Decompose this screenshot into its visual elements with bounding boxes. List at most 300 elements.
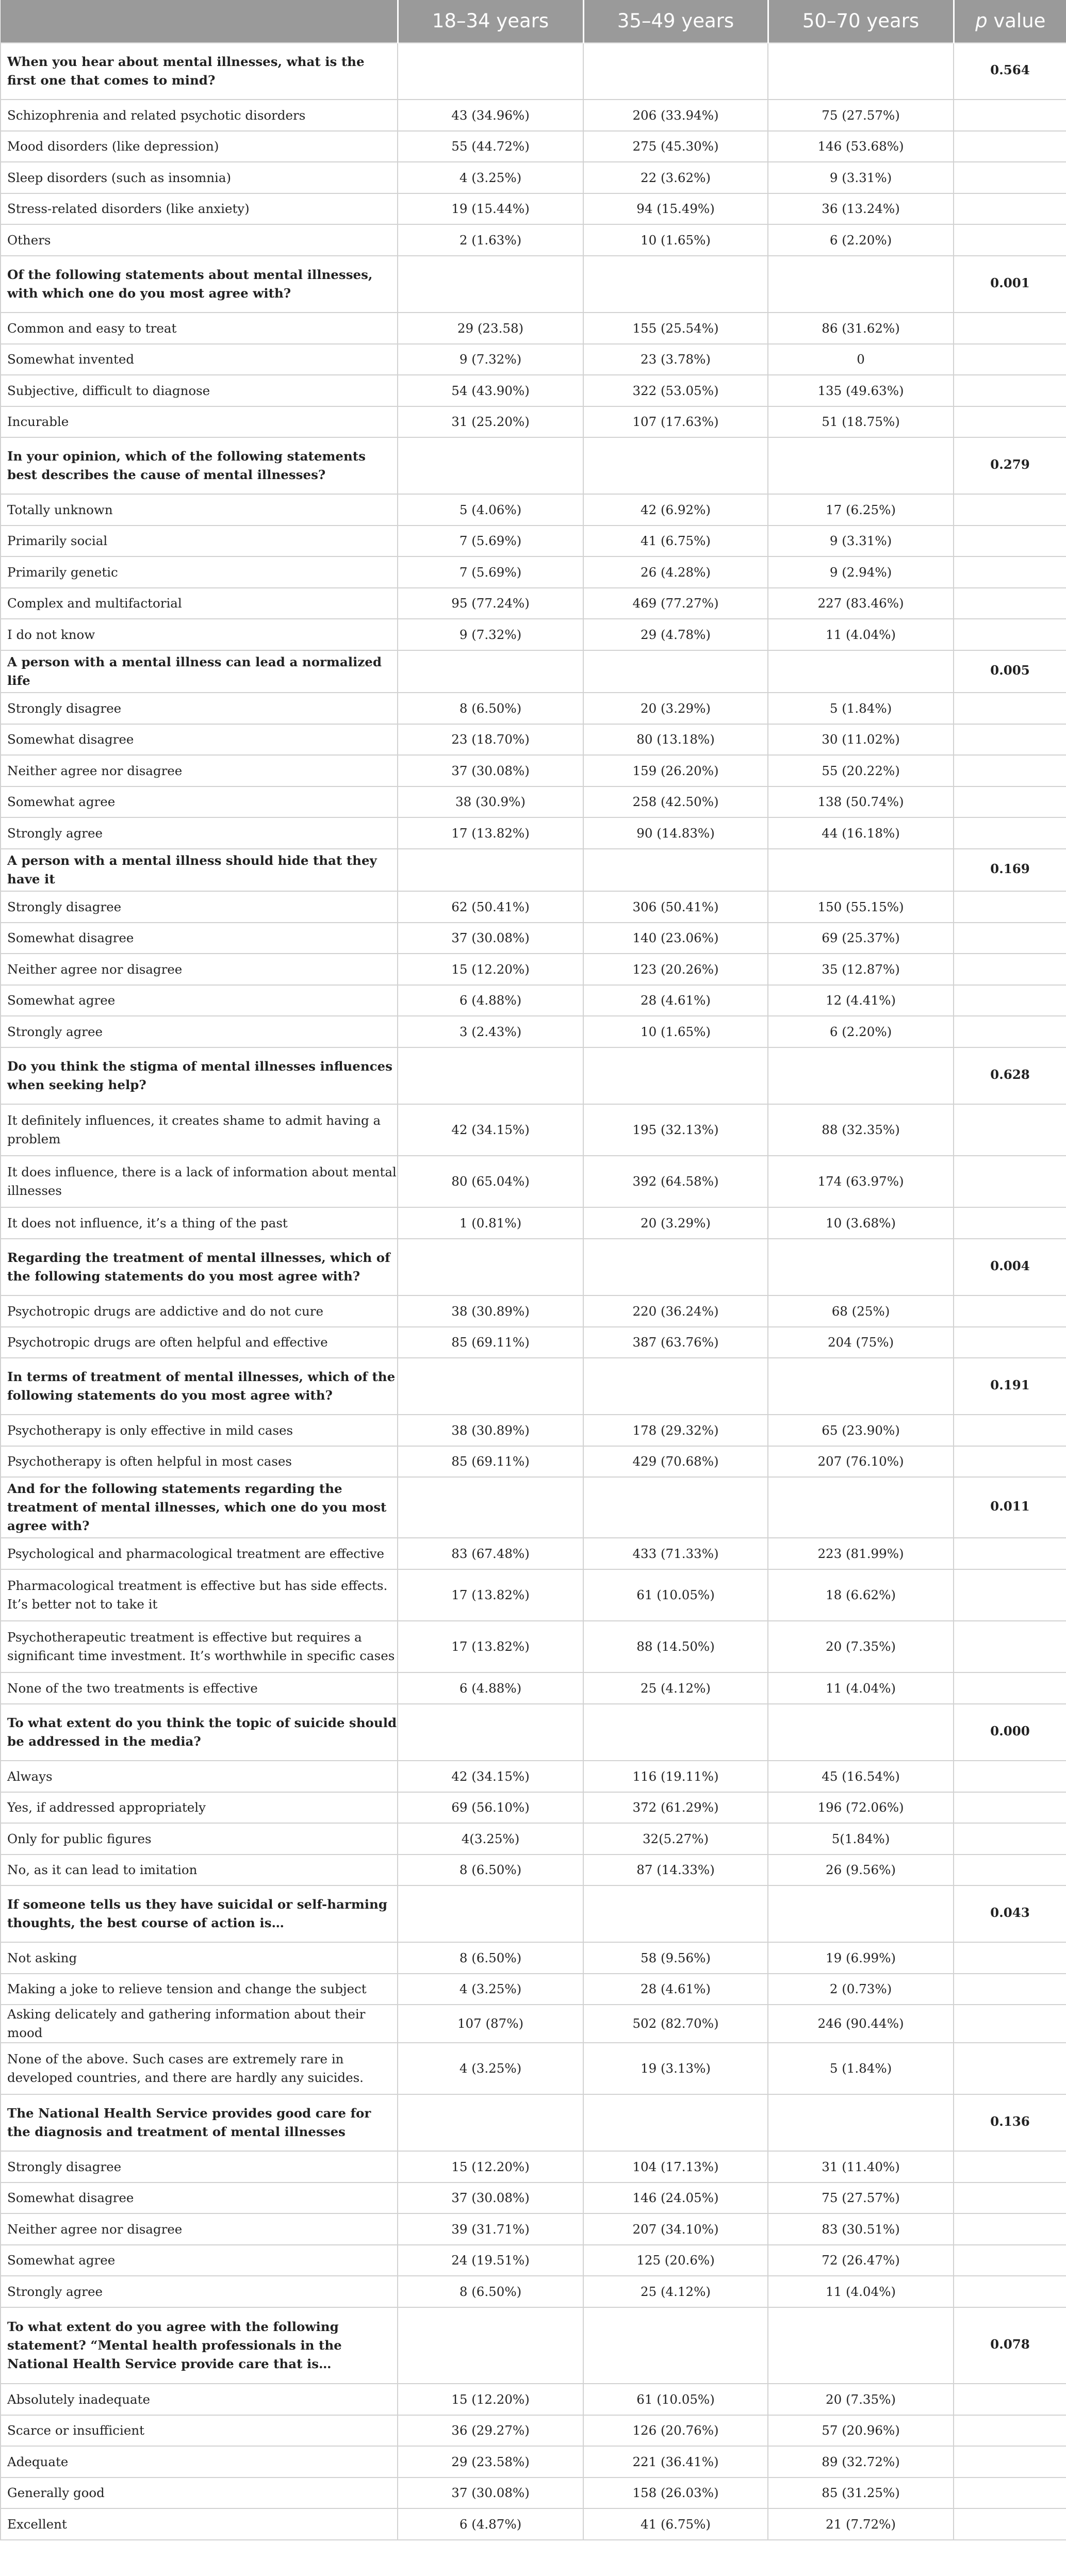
cell-age-50-70: 17 (6.25%) xyxy=(768,494,954,526)
table-row xyxy=(1,2508,1066,2540)
cell-empty xyxy=(954,224,1066,256)
cell-empty xyxy=(954,2446,1066,2477)
cell-empty xyxy=(954,131,1066,162)
table-row xyxy=(1,755,1066,786)
answer-label: Somewhat agree xyxy=(1,985,398,1016)
cell-age-35-49: 20 (3.29%) xyxy=(583,693,768,724)
answer-label: Yes, if addressed appropriately xyxy=(1,1792,398,1823)
question-text: Do you think the stigma of mental illnesses influences when seeking help? xyxy=(1,1047,398,1104)
table-row xyxy=(1,985,1066,1016)
cell-age-50-70: 138 (50.74%) xyxy=(768,786,954,817)
table-row xyxy=(1,2276,1066,2307)
cell-empty xyxy=(954,693,1066,724)
question-row xyxy=(1,1704,1066,1761)
cell-empty xyxy=(954,526,1066,556)
cell-age-35-49: 306 (50.41%) xyxy=(583,891,768,923)
answer-label: Somewhat disagree xyxy=(1,724,398,755)
cell-age-35-49: 107 (17.63%) xyxy=(583,406,768,437)
cell-empty xyxy=(768,650,954,693)
cell-empty xyxy=(768,1358,954,1415)
answer-label: Pharmacological treatment is effective but has side effects. It’s better not to take it xyxy=(1,1569,398,1621)
cell-empty xyxy=(398,2307,583,2384)
cell-empty xyxy=(954,1792,1066,1823)
cell-empty xyxy=(954,1446,1066,1477)
answer-label: Neither agree nor disagree xyxy=(1,755,398,786)
cell-age-35-49: 19 (3.13%) xyxy=(583,2043,768,2094)
cell-age-18-34: 42 (34.15%) xyxy=(398,1104,583,1156)
cell-age-35-49: 25 (4.12%) xyxy=(583,2276,768,2307)
cell-empty xyxy=(954,817,1066,849)
cell-empty xyxy=(398,1358,583,1415)
cell-age-18-34: 42 (34.15%) xyxy=(398,1761,583,1792)
cell-age-35-49: 80 (13.18%) xyxy=(583,724,768,755)
cell-age-50-70: 89 (32.72%) xyxy=(768,2446,954,2477)
answer-label: Common and easy to treat xyxy=(1,313,398,344)
cell-age-50-70: 20 (7.35%) xyxy=(768,1621,954,1672)
table-row xyxy=(1,2384,1066,2415)
question-row xyxy=(1,2094,1066,2151)
cell-age-18-34: 9 (7.32%) xyxy=(398,344,583,375)
cell-age-35-49: 206 (33.94%) xyxy=(583,100,768,131)
cell-age-50-70: 146 (53.68%) xyxy=(768,131,954,162)
table-body xyxy=(1,43,1066,2540)
answer-label: I do not know xyxy=(1,619,398,650)
cell-age-18-34: 8 (6.50%) xyxy=(398,1942,583,1974)
cell-age-18-34: 29 (23.58) xyxy=(398,313,583,344)
cell-empty xyxy=(583,2307,768,2384)
table-row xyxy=(1,526,1066,556)
cell-age-18-34: 8 (6.50%) xyxy=(398,1855,583,1885)
question-text: The National Health Service provides good care for the diagnosis and treatment of mental illnesses xyxy=(1,2094,398,2151)
question-text: In terms of treatment of mental illnesses, which of the following statements do you most agree with? xyxy=(1,1358,398,1415)
cell-age-18-34: 19 (15.44%) xyxy=(398,193,583,224)
cell-empty xyxy=(954,1104,1066,1156)
table-row xyxy=(1,724,1066,755)
cell-age-35-49: 20 (3.29%) xyxy=(583,1207,768,1239)
cell-age-35-49: 207 (34.10%) xyxy=(583,2213,768,2245)
table-row xyxy=(1,2415,1066,2446)
question-text: If someone tells us they have suicidal or self-harming thoughts, the best course of action is… xyxy=(1,1885,398,1942)
cell-empty xyxy=(398,437,583,494)
question-text: Of the following statements about mental illnesses, with which one do you most agree with? xyxy=(1,256,398,313)
cell-age-18-34: 8 (6.50%) xyxy=(398,693,583,724)
cell-age-50-70: 2 (0.73%) xyxy=(768,1974,954,2005)
p-value-cell: 0.000 xyxy=(954,1704,1066,1761)
cell-empty xyxy=(954,344,1066,375)
answer-label: Psychological and pharmacological treatment are effective xyxy=(1,1538,398,1569)
cell-empty xyxy=(954,1672,1066,1704)
cell-age-35-49: 392 (64.58%) xyxy=(583,1156,768,1207)
answer-label: Scarce or insufficient xyxy=(1,2415,398,2446)
table-row xyxy=(1,1016,1066,1047)
question-row xyxy=(1,849,1066,891)
question-row xyxy=(1,2307,1066,2384)
cell-age-50-70: 26 (9.56%) xyxy=(768,1855,954,1885)
cell-age-18-34: 54 (43.90%) xyxy=(398,375,583,406)
cell-empty xyxy=(954,2415,1066,2446)
table-row xyxy=(1,1974,1066,2005)
cell-age-35-49: 429 (70.68%) xyxy=(583,1446,768,1477)
answer-label: Sleep disorders (such as insomnia) xyxy=(1,162,398,193)
cell-age-35-49: 87 (14.33%) xyxy=(583,1855,768,1885)
cell-age-50-70: 196 (72.06%) xyxy=(768,1792,954,1823)
table-row xyxy=(1,619,1066,650)
cell-age-18-34: 38 (30.89%) xyxy=(398,1415,583,1446)
table-row xyxy=(1,923,1066,954)
cell-empty xyxy=(583,1239,768,1295)
question-row xyxy=(1,650,1066,693)
answer-label: Somewhat agree xyxy=(1,786,398,817)
cell-age-18-34: 95 (77.24%) xyxy=(398,588,583,619)
cell-age-50-70: 69 (25.37%) xyxy=(768,923,954,954)
cell-age-35-49: 322 (53.05%) xyxy=(583,375,768,406)
cell-empty xyxy=(768,1239,954,1295)
table-row xyxy=(1,2213,1066,2245)
cell-age-18-34: 17 (13.82%) xyxy=(398,1569,583,1621)
answer-label: No, as it can lead to imitation xyxy=(1,1855,398,1885)
cell-empty xyxy=(768,43,954,100)
table-row xyxy=(1,193,1066,224)
question-row xyxy=(1,43,1066,100)
table-row xyxy=(1,2446,1066,2477)
p-value-cell: 0.043 xyxy=(954,1885,1066,1942)
cell-age-35-49: 258 (42.50%) xyxy=(583,786,768,817)
cell-age-50-70: 44 (16.18%) xyxy=(768,817,954,849)
table-row xyxy=(1,2151,1066,2183)
answer-label: Only for public figures xyxy=(1,1823,398,1855)
cell-age-35-49: 502 (82.70%) xyxy=(583,2005,768,2043)
question-text: When you hear about mental illnesses, what is the first one that comes to mind? xyxy=(1,43,398,100)
cell-age-35-49: 32(5.27%) xyxy=(583,1823,768,1855)
cell-age-18-34: 83 (67.48%) xyxy=(398,1538,583,1569)
cell-age-18-34: 15 (12.20%) xyxy=(398,954,583,985)
cell-age-50-70: 0 xyxy=(768,344,954,375)
cell-age-35-49: 433 (71.33%) xyxy=(583,1538,768,1569)
table-row xyxy=(1,2043,1066,2094)
answer-label: Psychotherapy is often helpful in most cases xyxy=(1,1446,398,1477)
cell-empty xyxy=(954,786,1066,817)
table-row xyxy=(1,1569,1066,1621)
cell-empty xyxy=(398,43,583,100)
question-row xyxy=(1,437,1066,494)
cell-age-50-70: 11 (4.04%) xyxy=(768,619,954,650)
question-row xyxy=(1,1047,1066,1104)
cell-age-18-34: 37 (30.08%) xyxy=(398,2183,583,2213)
table-row xyxy=(1,1538,1066,1569)
answer-label: Neither agree nor disagree xyxy=(1,2213,398,2245)
cell-empty xyxy=(583,2094,768,2151)
question-text: A person with a mental illness should hide that they have it xyxy=(1,849,398,891)
p-value-cell: 0.001 xyxy=(954,256,1066,313)
cell-age-50-70: 12 (4.41%) xyxy=(768,985,954,1016)
table-row xyxy=(1,954,1066,985)
cell-empty xyxy=(954,193,1066,224)
answer-label: Psychotherapeutic treatment is effective but requires a significant time investment. It’s worthwhile in specific cases xyxy=(1,1621,398,1672)
cell-empty xyxy=(768,1477,954,1538)
cell-empty xyxy=(954,494,1066,526)
cell-empty xyxy=(954,1016,1066,1047)
cell-empty xyxy=(954,755,1066,786)
table-row xyxy=(1,406,1066,437)
answer-label: Generally good xyxy=(1,2477,398,2508)
cell-age-35-49: 42 (6.92%) xyxy=(583,494,768,526)
cell-age-50-70: 72 (26.47%) xyxy=(768,2245,954,2276)
cell-age-18-34: 9 (7.32%) xyxy=(398,619,583,650)
table-row xyxy=(1,1295,1066,1327)
cell-age-18-34: 37 (30.08%) xyxy=(398,923,583,954)
cell-empty xyxy=(768,1704,954,1761)
table-row xyxy=(1,1942,1066,1974)
cell-age-35-49: 90 (14.83%) xyxy=(583,817,768,849)
cell-age-35-49: 61 (10.05%) xyxy=(583,1569,768,1621)
cell-age-35-49: 158 (26.03%) xyxy=(583,2477,768,2508)
table-row xyxy=(1,1792,1066,1823)
cell-empty xyxy=(954,313,1066,344)
question-row xyxy=(1,1358,1066,1415)
cell-age-35-49: 372 (61.29%) xyxy=(583,1792,768,1823)
table-row xyxy=(1,891,1066,923)
question-text: And for the following statements regarding the treatment of mental illnesses, which one do you most agree with? xyxy=(1,1477,398,1538)
cell-empty xyxy=(954,2276,1066,2307)
table-row xyxy=(1,1156,1066,1207)
table-row xyxy=(1,1823,1066,1855)
cell-age-18-34: 3 (2.43%) xyxy=(398,1016,583,1047)
table-row xyxy=(1,693,1066,724)
cell-age-18-34: 6 (4.87%) xyxy=(398,2508,583,2540)
table-row xyxy=(1,375,1066,406)
cell-age-35-49: 221 (36.41%) xyxy=(583,2446,768,2477)
cell-age-50-70: 174 (63.97%) xyxy=(768,1156,954,1207)
cell-age-50-70: 11 (4.04%) xyxy=(768,1672,954,1704)
cell-age-50-70: 55 (20.22%) xyxy=(768,755,954,786)
cell-age-50-70: 75 (27.57%) xyxy=(768,2183,954,2213)
cell-empty xyxy=(398,1704,583,1761)
cell-age-18-34: 107 (87%) xyxy=(398,2005,583,2043)
cell-empty xyxy=(954,2183,1066,2213)
header-p-letter: p xyxy=(975,10,988,32)
cell-age-35-49: 29 (4.78%) xyxy=(583,619,768,650)
cell-age-35-49: 25 (4.12%) xyxy=(583,1672,768,1704)
cell-age-35-49: 387 (63.76%) xyxy=(583,1327,768,1358)
header-age-18-34: 18–34 years xyxy=(398,0,583,43)
cell-age-50-70: 85 (31.25%) xyxy=(768,2477,954,2508)
cell-empty xyxy=(768,1047,954,1104)
cell-age-50-70: 21 (7.72%) xyxy=(768,2508,954,2540)
answer-label: Subjective, difficult to diagnose xyxy=(1,375,398,406)
table-row xyxy=(1,162,1066,193)
cell-age-50-70: 6 (2.20%) xyxy=(768,1016,954,1047)
cell-age-50-70: 57 (20.96%) xyxy=(768,2415,954,2446)
p-value-cell: 0.564 xyxy=(954,43,1066,100)
cell-age-50-70: 5 (1.84%) xyxy=(768,693,954,724)
cell-age-18-34: 17 (13.82%) xyxy=(398,817,583,849)
cell-age-35-49: 94 (15.49%) xyxy=(583,193,768,224)
question-text: In your opinion, which of the following statements best describes the cause of mental illnesses? xyxy=(1,437,398,494)
answer-label: Others xyxy=(1,224,398,256)
cell-age-18-34: 4 (3.25%) xyxy=(398,2043,583,2094)
cell-age-50-70: 36 (13.24%) xyxy=(768,193,954,224)
cell-age-18-34: 7 (5.69%) xyxy=(398,556,583,588)
table-header xyxy=(1,0,1066,43)
answer-label: Neither agree nor disagree xyxy=(1,954,398,985)
cell-empty xyxy=(954,1823,1066,1855)
cell-age-18-34: 6 (4.88%) xyxy=(398,1672,583,1704)
cell-empty xyxy=(954,2384,1066,2415)
cell-empty xyxy=(954,162,1066,193)
cell-empty xyxy=(583,1477,768,1538)
cell-age-50-70: 9 (2.94%) xyxy=(768,556,954,588)
table-row xyxy=(1,1104,1066,1156)
cell-empty xyxy=(398,849,583,891)
cell-age-35-49: 41 (6.75%) xyxy=(583,526,768,556)
cell-age-18-34: 85 (69.11%) xyxy=(398,1327,583,1358)
p-value-cell: 0.279 xyxy=(954,437,1066,494)
cell-age-35-49: 126 (20.76%) xyxy=(583,2415,768,2446)
cell-age-35-49: 469 (77.27%) xyxy=(583,588,768,619)
answer-label: Somewhat disagree xyxy=(1,2183,398,2213)
cell-empty xyxy=(583,849,768,891)
table-row xyxy=(1,1672,1066,1704)
table-row xyxy=(1,1415,1066,1446)
cell-empty xyxy=(954,1156,1066,1207)
cell-age-50-70: 207 (76.10%) xyxy=(768,1446,954,1477)
cell-empty xyxy=(954,2477,1066,2508)
table-row xyxy=(1,224,1066,256)
table-row xyxy=(1,313,1066,344)
cell-age-18-34: 24 (19.51%) xyxy=(398,2245,583,2276)
cell-empty xyxy=(954,556,1066,588)
answer-label: Primarily genetic xyxy=(1,556,398,588)
cell-empty xyxy=(954,1295,1066,1327)
cell-age-50-70: 6 (2.20%) xyxy=(768,224,954,256)
table-row xyxy=(1,1855,1066,1885)
cell-age-50-70: 10 (3.68%) xyxy=(768,1207,954,1239)
cell-empty xyxy=(954,2151,1066,2183)
cell-age-35-49: 41 (6.75%) xyxy=(583,2508,768,2540)
answer-label: Strongly disagree xyxy=(1,693,398,724)
cell-empty xyxy=(768,2307,954,2384)
cell-age-50-70: 11 (4.04%) xyxy=(768,2276,954,2307)
cell-age-18-34: 29 (23.58%) xyxy=(398,2446,583,2477)
answer-label: Stress-related disorders (like anxiety) xyxy=(1,193,398,224)
cell-age-50-70: 83 (30.51%) xyxy=(768,2213,954,2245)
table-row xyxy=(1,2183,1066,2213)
cell-age-18-34: 6 (4.88%) xyxy=(398,985,583,1016)
cell-age-18-34: 38 (30.89%) xyxy=(398,1295,583,1327)
cell-age-18-34: 39 (31.71%) xyxy=(398,2213,583,2245)
cell-age-50-70: 86 (31.62%) xyxy=(768,313,954,344)
cell-age-18-34: 37 (30.08%) xyxy=(398,2477,583,2508)
cell-age-50-70: 5 (1.84%) xyxy=(768,2043,954,2094)
table-row xyxy=(1,556,1066,588)
cell-empty xyxy=(768,1885,954,1942)
cell-age-50-70: 246 (90.44%) xyxy=(768,2005,954,2043)
cell-empty xyxy=(954,2508,1066,2540)
cell-age-35-49: 146 (24.05%) xyxy=(583,2183,768,2213)
answer-label: Not asking xyxy=(1,1942,398,1974)
cell-empty xyxy=(583,1358,768,1415)
cell-age-18-34: 23 (18.70%) xyxy=(398,724,583,755)
header-question xyxy=(1,0,398,43)
table-row xyxy=(1,2005,1066,2043)
cell-empty xyxy=(768,256,954,313)
table-row xyxy=(1,344,1066,375)
answer-label: Making a joke to relieve tension and change the subject xyxy=(1,1974,398,2005)
cell-empty xyxy=(954,1974,1066,2005)
cell-age-18-34: 69 (56.10%) xyxy=(398,1792,583,1823)
cell-empty xyxy=(954,375,1066,406)
cell-age-18-34: 15 (12.20%) xyxy=(398,2384,583,2415)
cell-age-18-34: 5 (4.06%) xyxy=(398,494,583,526)
answer-label: None of the two treatments is effective xyxy=(1,1672,398,1704)
cell-age-18-34: 4 (3.25%) xyxy=(398,162,583,193)
answer-label: Strongly disagree xyxy=(1,2151,398,2183)
cell-age-50-70: 227 (83.46%) xyxy=(768,588,954,619)
cell-age-35-49: 28 (4.61%) xyxy=(583,1974,768,2005)
cell-age-18-34: 4 (3.25%) xyxy=(398,1974,583,2005)
answer-label: Somewhat disagree xyxy=(1,923,398,954)
question-row xyxy=(1,1239,1066,1295)
table-row xyxy=(1,1327,1066,1358)
cell-age-35-49: 155 (25.54%) xyxy=(583,313,768,344)
cell-empty xyxy=(954,1942,1066,1974)
answer-label: It does not influence, it’s a thing of the past xyxy=(1,1207,398,1239)
header-p-value xyxy=(954,0,1066,43)
cell-age-18-34: 38 (30.9%) xyxy=(398,786,583,817)
p-value-cell: 0.005 xyxy=(954,650,1066,693)
table-row xyxy=(1,2477,1066,2508)
cell-age-35-49: 10 (1.65%) xyxy=(583,224,768,256)
cell-age-50-70: 88 (32.35%) xyxy=(768,1104,954,1156)
answer-label: Somewhat agree xyxy=(1,2245,398,2276)
question-row xyxy=(1,1885,1066,1942)
cell-empty xyxy=(954,985,1066,1016)
question-text: To what extent do you agree with the following statement? “Mental health professionals in the National Health Service provide care that is… xyxy=(1,2307,398,2384)
answer-label: Psychotropic drugs are often helpful and effective xyxy=(1,1327,398,1358)
p-value-cell: 0.136 xyxy=(954,2094,1066,2151)
cell-empty xyxy=(768,437,954,494)
answer-label: Psychotherapy is only effective in mild cases xyxy=(1,1415,398,1446)
answer-label: None of the above. Such cases are extremely rare in developed countries, and there are hardly any suicides. xyxy=(1,2043,398,2094)
table-row xyxy=(1,1446,1066,1477)
cell-empty xyxy=(768,849,954,891)
answer-label: It definitely influences, it creates shame to admit having a problem xyxy=(1,1104,398,1156)
cell-empty xyxy=(398,1477,583,1538)
answer-label: Asking delicately and gathering information about their mood xyxy=(1,2005,398,2043)
cell-age-18-34: 36 (29.27%) xyxy=(398,2415,583,2446)
cell-empty xyxy=(954,1761,1066,1792)
question-row xyxy=(1,1477,1066,1538)
answer-label: Adequate xyxy=(1,2446,398,2477)
header-age-50-70: 50–70 years xyxy=(768,0,954,43)
p-value-cell: 0.078 xyxy=(954,2307,1066,2384)
answer-label: Primarily social xyxy=(1,526,398,556)
cell-age-35-49: 58 (9.56%) xyxy=(583,1942,768,1974)
cell-age-35-49: 178 (29.32%) xyxy=(583,1415,768,1446)
cell-age-35-49: 22 (3.62%) xyxy=(583,162,768,193)
cell-age-35-49: 116 (19.11%) xyxy=(583,1761,768,1792)
answer-label: Absolutely inadequate xyxy=(1,2384,398,2415)
cell-age-50-70: 135 (49.63%) xyxy=(768,375,954,406)
cell-age-35-49: 26 (4.28%) xyxy=(583,556,768,588)
table-row xyxy=(1,100,1066,131)
cell-age-18-34: 43 (34.96%) xyxy=(398,100,583,131)
cell-age-50-70: 68 (25%) xyxy=(768,1295,954,1327)
cell-age-18-34: 4(3.25%) xyxy=(398,1823,583,1855)
cell-age-50-70: 75 (27.57%) xyxy=(768,100,954,131)
table-row xyxy=(1,1207,1066,1239)
cell-age-50-70: 18 (6.62%) xyxy=(768,1569,954,1621)
